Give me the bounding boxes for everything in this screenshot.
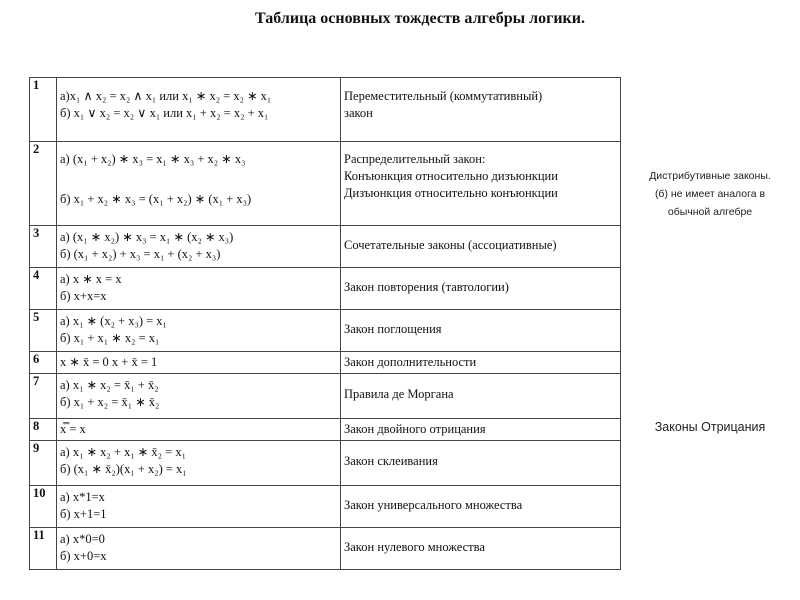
law-name: Закон универсального множества xyxy=(344,498,523,512)
table-row xyxy=(30,310,621,352)
row-number: 10 xyxy=(30,486,57,528)
formula: x̿ = x xyxy=(60,422,86,436)
formula-a: а) (x₁ + x₂) ∗ x₃ = x₁ ∗ x₃ + x₂ ∗ x₃ xyxy=(60,152,246,166)
law-name: Правила де Моргана xyxy=(344,387,454,401)
formula-b: б) x₁ + x₂ = x̄₁ ∗ x̄₂ xyxy=(60,395,160,409)
table-row xyxy=(30,374,621,419)
law-name: Переместительный (коммутативный) xyxy=(344,89,543,103)
row-number: 7 xyxy=(30,374,57,419)
identities-table xyxy=(29,77,621,570)
table-row xyxy=(30,226,621,268)
formula-a: а) x ∗ x = x xyxy=(60,272,122,286)
table-row xyxy=(30,419,621,441)
distributive-note xyxy=(632,167,788,221)
note-line: Дистрибутивные законы. xyxy=(649,170,771,182)
formula-b: б) x₁ + x₂ ∗ x₃ = (x₁ + x₂) ∗ (x₁ + x₃) xyxy=(60,192,252,206)
formula-b: б) x+0=x xyxy=(60,549,107,563)
law-name: Дизъюнкция относительно конъюнкции xyxy=(344,186,558,200)
row-number: 8 xyxy=(30,419,57,441)
law-name: Закон повторения (тавтологии) xyxy=(344,280,509,294)
row-number: 5 xyxy=(30,310,57,352)
formula-a: а) x₁ ∗ x₂ = x̄₁ + x̄₂ xyxy=(60,378,159,392)
formula-a: а)x₁ ∧ x₂ = x₂ ∧ x₁ или x₁ ∗ x₂ = x₂ ∗ x₁ xyxy=(60,89,272,103)
formula-b: б) (x₁ ∗ x̄₂)(x₁ + x₂) = x₁ xyxy=(60,462,187,476)
page-title: Таблица основных тождеств алгебры логики. xyxy=(255,10,585,27)
law-name: закон xyxy=(344,106,373,120)
table-row xyxy=(30,78,621,142)
law-name: Закон дополнительности xyxy=(344,355,477,369)
table-row xyxy=(30,352,621,374)
negation-note: Законы Отрицания xyxy=(654,420,766,434)
note-line: (б) не имеет аналога в xyxy=(654,188,766,200)
note-line: обычной алгебре xyxy=(667,206,753,218)
formula-b: б) (x₁ + x₂) + x₃ = x₁ + (x₂ + x₃) xyxy=(60,247,221,261)
formula-b: б) x+1=1 xyxy=(60,507,107,521)
law-name: Конъюнкция относительно дизъюнкции xyxy=(344,169,558,183)
table-row xyxy=(30,268,621,310)
law-name: Закон двойного отрицания xyxy=(344,422,486,436)
law-name: Сочетательные законы (ассоциативные) xyxy=(344,238,557,252)
law-name: Закон склеивания xyxy=(344,454,438,468)
table-row xyxy=(30,441,621,486)
formula-a: а) (x₁ ∗ x₂) ∗ x₃ = x₁ ∗ (x₂ ∗ x₃) xyxy=(60,230,234,244)
row-number: 1 xyxy=(30,78,57,142)
row-number: 6 xyxy=(30,352,57,374)
table-row xyxy=(30,528,621,570)
formula: x ∗ x̄ = 0 x + x̄ = 1 xyxy=(60,355,158,369)
formula-b: б) x+x=x xyxy=(60,289,107,303)
law-name: Закон нулевого множества xyxy=(344,540,485,554)
law-name: Распределительный закон: xyxy=(344,152,486,166)
law-name: Закон поглощения xyxy=(344,322,442,336)
row-number: 3 xyxy=(30,226,57,268)
row-number: 2 xyxy=(30,142,57,226)
row-number: 9 xyxy=(30,441,57,486)
formula-b: б) x₁ + x₁ ∗ x₂ = x₁ xyxy=(60,331,160,345)
formula-a: а) x₁ ∗ (x₂ + x₃) = x₁ xyxy=(60,314,167,328)
table-row xyxy=(30,142,621,226)
row-number: 4 xyxy=(30,268,57,310)
row-number: 11 xyxy=(30,528,57,570)
formula-a: а) x*1=x xyxy=(60,490,105,504)
table-row xyxy=(30,486,621,528)
formula-b: б) x₁ ∨ x₂ = x₂ ∨ x₁ или x₁ + x₂ = x₂ + x₁ xyxy=(60,106,269,120)
formula-a: а) x₁ ∗ x₂ + x₁ ∗ x̄₂ = x₁ xyxy=(60,445,186,459)
formula-a: а) x*0=0 xyxy=(60,532,105,546)
